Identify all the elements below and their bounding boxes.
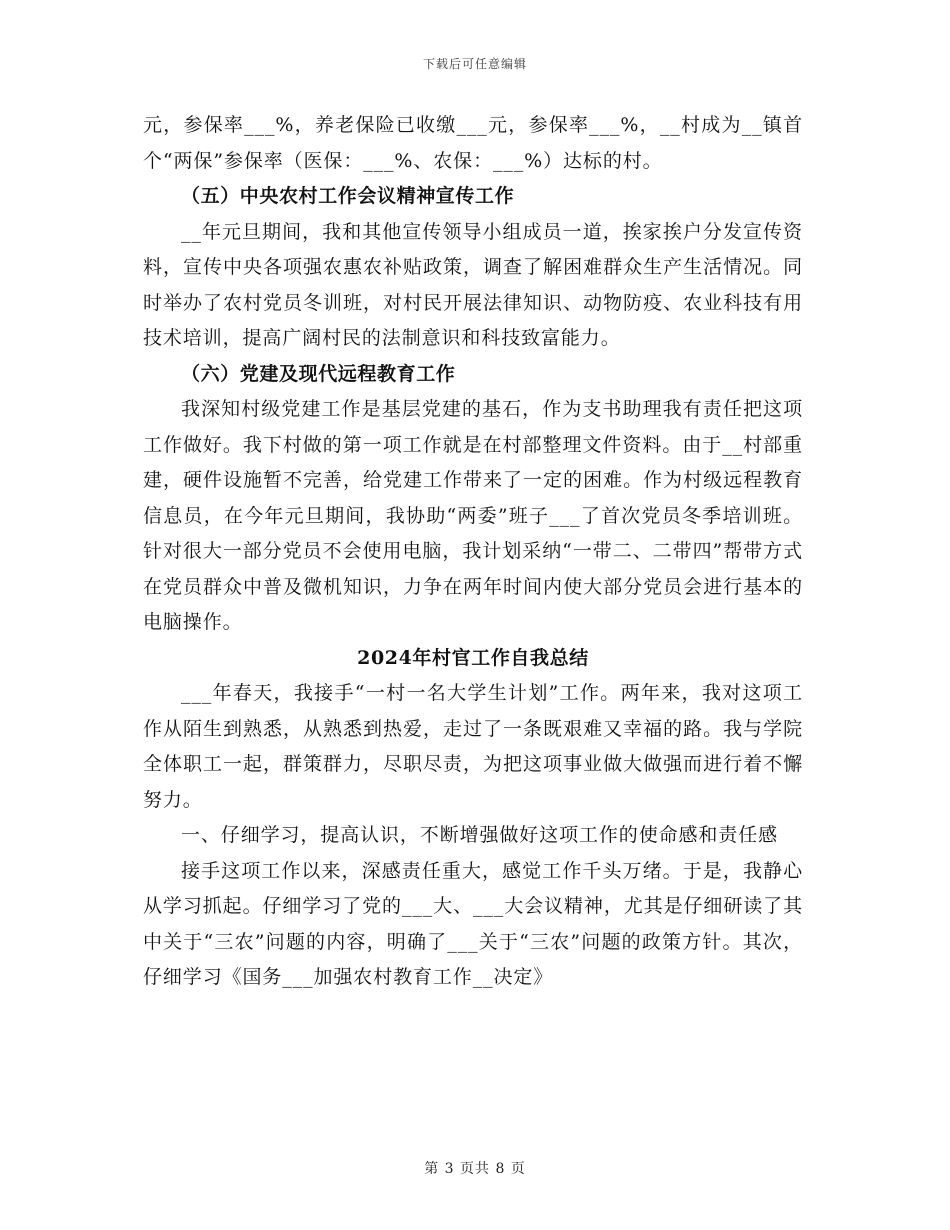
paragraph-insurance-stats: 元，参保率___%，养老保险已收缴___元，参保率___%，__村成为__镇首个“两保”参保率（医保：___%、农保：___%）达标的村。	[143, 114, 803, 172]
page-number: 第 3 页共 8 页	[424, 1161, 526, 1177]
paragraph-intro: ___年春天，我接手“一村一名大学生计划”工作。两年来，我对这项工作从陌生到熟悉，从熟悉到热爱，走过了一条既艰难又幸福的路。我与学院全体职工一起，群策群力，尽职尽责，为把这项事业做大做强而进行着不懈努力。	[143, 682, 803, 811]
subheading-study: 一、仔细学习，提高认识，不断增强做好这项工作的使命感和责任感	[181, 824, 779, 846]
document-body	[143, 108, 803, 996]
paragraph-study: 接手这项工作以来，深感责任重大，感觉工作千头万绪。于是，我静心从学习抓起。仔细学习了党的___大、___大会议精神，尤其是仔细研读了其中关于“三农”问题的内容，明确了___关于“三农”问题的政策方针。其次，仔细学习《国务___加强农村教育工作__决定》	[143, 859, 803, 988]
page-header-note: 下载后可任意编辑	[422, 57, 527, 71]
section-heading-6: （六）党建及现代远程教育工作	[181, 362, 456, 385]
section-heading-5: （五）中央农村工作会议精神宣传工作	[181, 185, 515, 207]
document-title: 2024年村官工作自我总结	[357, 646, 589, 669]
paragraph-party-building: 我深知村级党建工作是基层党建的基石，作为支书助理我有责任把这项工作做好。我下村做的第一项工作就是在村部整理文件资料。由于__村部重建，硬件设施暂不完善，给党建工作带来了一定的困难。作为村级远程教育信息员，在今年元旦期间，我协助“两委”班子___了首次党员冬季培训班。针对很大一部分党员不会使用电脑，我计划采纳“一带二、二带四”帮带方式在党员群众中普及微机知识，力争在两年时间内使大部分党员会进行基本的电脑操作。	[143, 398, 803, 633]
paragraph-publicity: __年元旦期间，我和其他宣传领导小组成员一道，挨家挨户分发宣传资料，宣传中央各项强农惠农补贴政策，调查了解困难群众生产生活情况。同时举办了农村党员冬训班，对村民开展法律知识、动物防疫、农业科技有用技术培训，提高广阔村民的法制意识和科技致富能力。	[143, 220, 803, 349]
